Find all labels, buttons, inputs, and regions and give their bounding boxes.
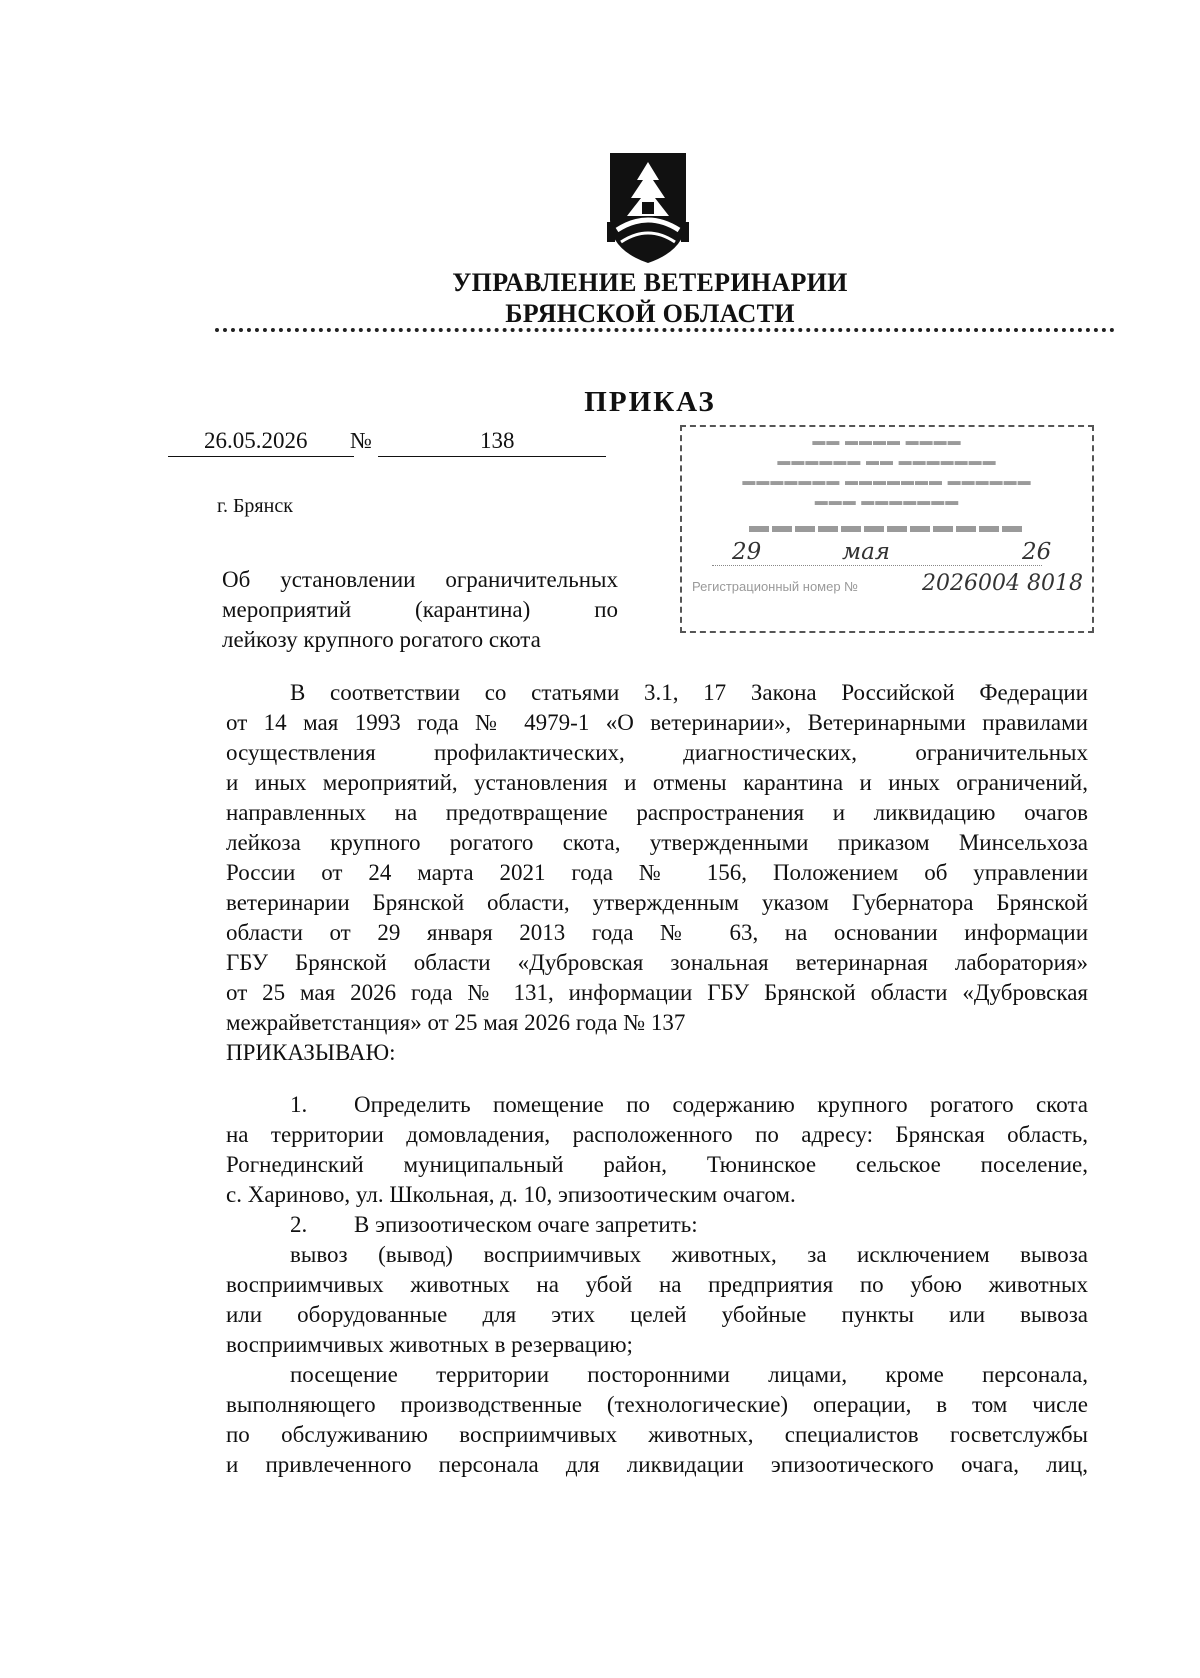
stamp-reg-label: Регистрационный номер №: [692, 579, 859, 594]
number-underline: [378, 456, 606, 457]
order-word: ПРИКАЗЫВАЮ:: [226, 1040, 396, 1065]
city: г. Брянск: [217, 495, 293, 517]
registration-stamp: ▬▬ ▬▬▬▬ ▬▬▬▬ ▬▬▬▬▬▬ ▬▬ ▬▬▬▬▬▬▬ ▬▬▬▬▬▬▬ ▬▬▬▬▬▬▬ ▬▬▬▬▬▬ ▬▬▬ ▬▬▬▬▬▬▬ ▬▬▬▬▬▬▬▬▬▬▬▬ 29 мая 26 Регистрационный номер № 2026004 8018: [680, 425, 1094, 633]
coat-of-arms-icon: [607, 150, 689, 266]
preamble-line: области от 29 января 2013 года № 63, на основании информации: [226, 920, 1088, 945]
item2-first-line: [226, 1210, 1088, 1240]
item1-text: Определить помещение по содержанию крупного рогатого скота: [354, 1092, 1088, 1117]
preamble-line: лейкоза крупного рогатого скота, утвержденными приказом Минсельхоза: [226, 830, 1088, 855]
item1-first-line: [226, 1090, 1088, 1120]
stamp-day: 29: [732, 539, 762, 565]
document-title: ПРИКАЗ: [584, 386, 716, 418]
preamble-line: от 14 мая 1993 года № 4979-1 «О ветеринарии», Ветеринарными правилами: [226, 710, 1088, 735]
preamble-line: направленных на предотвращение распространения и ликвидацию очагов: [226, 800, 1088, 825]
number-sign: №: [350, 428, 372, 453]
item2-para1-line: или оборудованные для этих целей убойные пункты или вывоза: [226, 1302, 1088, 1327]
subject-line: Об установлении ограничительных: [222, 567, 618, 592]
item2-para2-line: по обслуживанию восприимчивых животных, специалистов госветслужбы: [226, 1422, 1088, 1447]
stamp-month: мая: [842, 539, 891, 565]
item2-number: 2.: [290, 1212, 308, 1237]
item2-para2-line: посещение территории посторонними лицами, кроме персонала,: [290, 1362, 1088, 1387]
preamble-line: межрайветстанция» от 25 мая 2026 года № 137: [226, 1010, 686, 1035]
item1-line: на территории домовладения, расположенного по адресу: Брянская область,: [226, 1122, 1088, 1147]
preamble-line: и иных мероприятий, установления и отмены карантина и иных ограничений,: [226, 770, 1088, 795]
stamp-year: 26: [1022, 539, 1052, 565]
order-body: [226, 678, 1088, 1480]
subject-line: лейкозу крупного рогатого скота: [222, 627, 541, 652]
header-divider: [215, 328, 1115, 332]
item2-lead: В эпизоотическом очаге запретить:: [354, 1212, 698, 1237]
order-subject: [222, 565, 618, 655]
item1-line: Рогнединский муниципальный район, Тюнинское сельское поселение,: [226, 1152, 1088, 1177]
item2-para1-line: вывоз (вывод) восприимчивых животных, за исключением вывоза: [290, 1242, 1088, 1267]
item1-number: 1.: [290, 1092, 308, 1117]
preamble-line: ветеринарии Брянской области, утвержденным указом Губернатора Брянской: [226, 890, 1088, 915]
agency-name-line2: БРЯНСКОЙ ОБЛАСТИ: [505, 299, 795, 328]
stamp-reg-number: 2026004 8018: [922, 571, 1083, 596]
preamble-line: В соответствии со статьями 3.1, 17 Закона Российской Федерации: [290, 680, 1088, 705]
date-underline: [168, 456, 354, 457]
order-date: 26.05.2026: [204, 428, 308, 453]
agency-name-line1: УПРАВЛЕНИЕ ВЕТЕРИНАРИИ: [452, 268, 848, 297]
preamble-line: России от 24 марта 2021 года № 156, Положением об управлении: [226, 860, 1088, 885]
preamble-line: ГБУ Брянской области «Дубровская зональная ветеринарная лаборатория»: [226, 950, 1088, 975]
preamble-line: осуществления профилактических, диагностических, ограничительных: [226, 740, 1088, 765]
order-number: 138: [480, 428, 515, 453]
item2-para2-line: выполняющего производственные (технологические) операции, в том числе: [226, 1392, 1088, 1417]
subject-line: мероприятий (карантина) по: [222, 597, 618, 622]
item2-para2-line: и привлеченного персонала для ликвидации эпизоотического очага, лиц,: [226, 1452, 1088, 1477]
item2-para1-line: восприимчивых животных на убой на предприятия по убою животных: [226, 1272, 1088, 1297]
item2-para1-line: восприимчивых животных в резервацию;: [226, 1332, 633, 1357]
item1-line: с. Хариново, ул. Школьная, д. 10, эпизоотическим очагом.: [226, 1182, 796, 1207]
preamble-line: от 25 мая 2026 года № 131, информации ГБУ Брянской области «Дубровская: [226, 980, 1088, 1005]
